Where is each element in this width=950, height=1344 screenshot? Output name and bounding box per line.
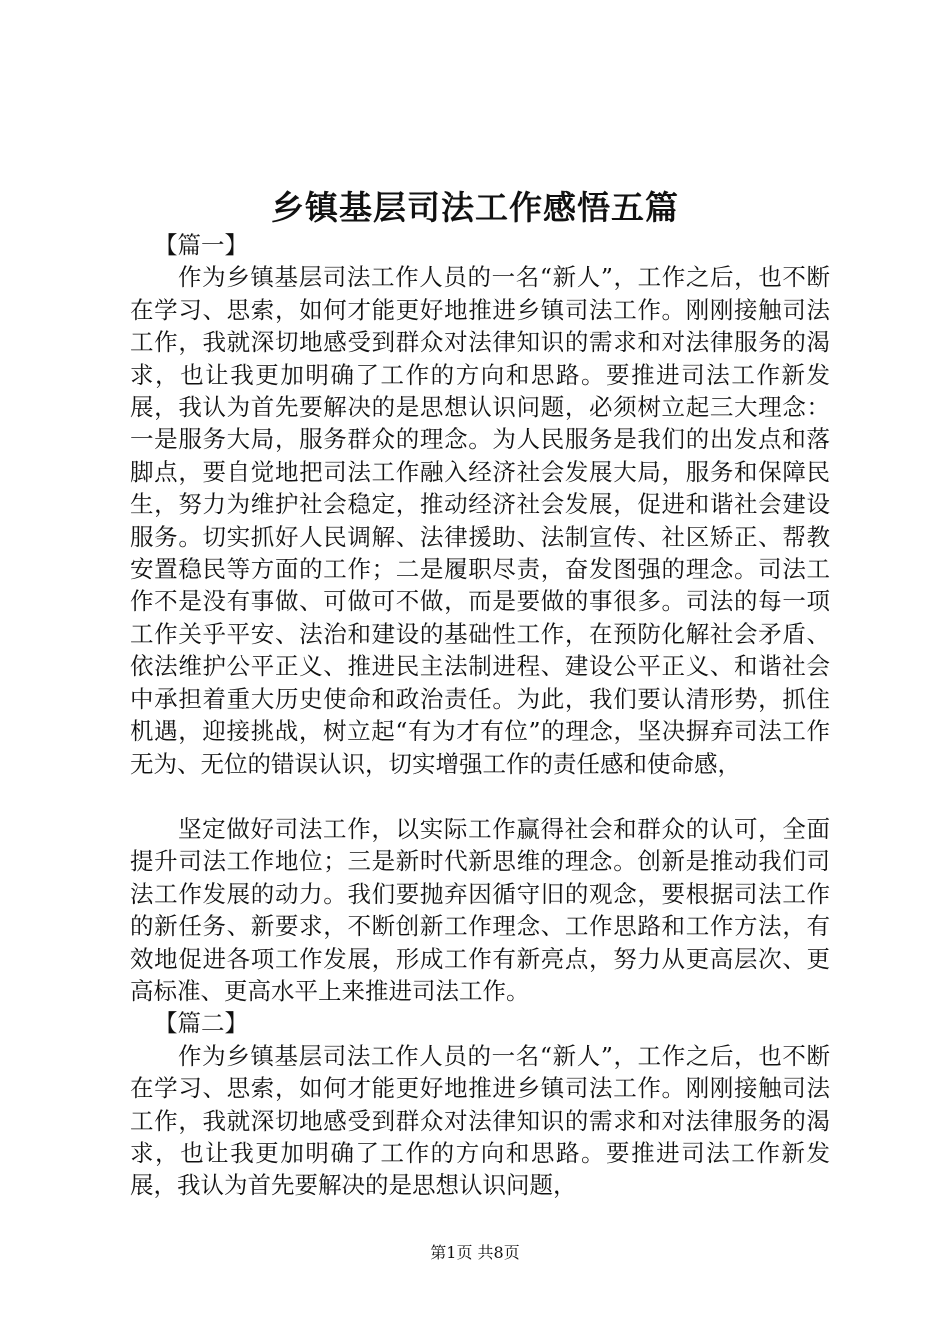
section-2-heading: 【篇二】 [154,1009,248,1038]
document-title: 乡镇基层司法工作感悟五篇 [271,188,679,227]
section-1-paragraph-2: 坚定做好司法工作，以实际工作赢得社会和群众的认可，全面提升司法工作地位；三是新时代新思维的理念。创新是推动我们司法工作发展的动力。我们要抛弃因循守旧的观念，要根据司法工作的新任务、新要求，不断创新工作理念、工作思路和工作方法，有效地促进各项工作发展，形成工作有新亮点，努力从更高层次、更高标准、更高水平上来推进司法工作。 [130,815,830,1006]
page-footer: 第1页 共8页 [430,1243,520,1262]
section-2-paragraph-1: 作为乡镇基层司法工作人员的一名“新人”，工作之后，也不断在学习、思索，如何才能更好地推进乡镇司法工作。刚刚接触司法工作，我就深切地感受到群众对法律知识的需求和对法律服务的渴求，也让我更加明确了工作的方向和思路。要推进司法工作新发展，我认为首先要解决的是思想认识问题， [130,1041,830,1200]
section-1-paragraph-1: 作为乡镇基层司法工作人员的一名“新人”，工作之后，也不断在学习、思索，如何才能更好地推进乡镇司法工作。刚刚接触司法工作，我就深切地感受到群众对法律知识的需求和对法律服务的渴求，也让我更加明确了工作的方向和思路。要推进司法工作新发展，我认为首先要解决的是思想认识问题，必须树立起三大理念：一是服务大局，服务群众的理念。为人民服务是我们的出发点和落脚点，要自觉地把司法工作融入经济社会发展大局，服务和保障民生，努力为维护社会稳定，推动经济社会发展，促进和谐社会建设服务。切实抓好人民调解、法律援助、法制宣传、社区矫正、帮教安置稳民等方面的工作；二是履职尽责，奋发图强的理念。司法工作不是没有事做、可做可不做，而是要做的事很多。司法的每一项工作关乎平安、法治和建设的基础性工作，在预防化解社会矛盾、依法维护公平正义、推进民主法制进程、建设公平正义、和谐社会中承担着重大历史使命和政治责任。为此，我们要认清形势，抓住机遇，迎接挑战，树立起“有为才有位”的理念，坚决摒弃司法工作无为、无位的错误认识，切实增强工作的责任感和使命感， [130,263,830,778]
section-1 [130,229,830,780]
section-1-heading: 【篇一】 [154,231,248,259]
section-1-continued [130,813,830,1202]
